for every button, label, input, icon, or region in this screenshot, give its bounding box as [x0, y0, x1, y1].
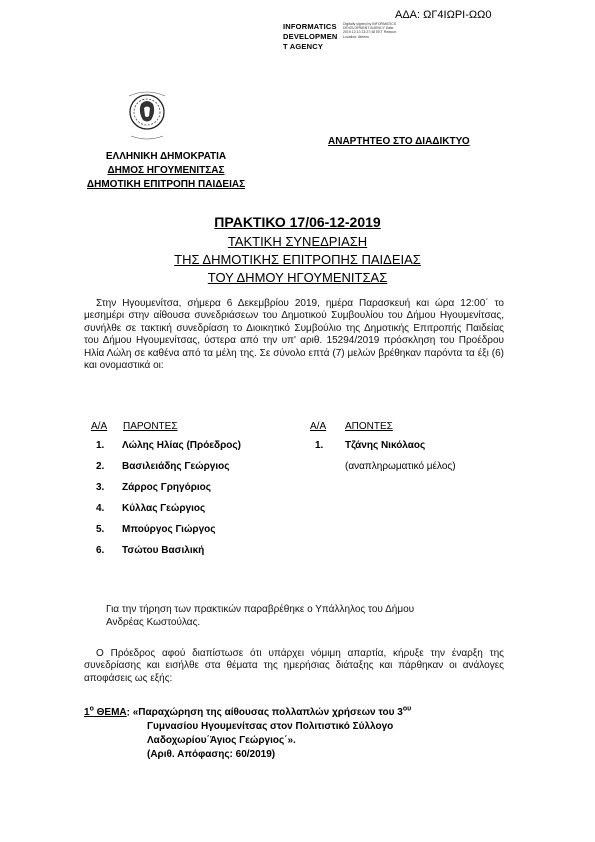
present-row [96, 503, 241, 517]
present-header: ΠΑΡΟΝΤΕΣ [123, 421, 178, 432]
present-row [96, 545, 241, 559]
posting-notice: ΑΝΑΡΤΗΤΕΟ ΣΤΟ ΔΙΑΔΙΚΤΥΟ [328, 136, 470, 147]
ida-logo-line3: T AGENCY [283, 42, 324, 51]
subtitle-line2: ΤΗΣ ΔΗΜΟΤΙΚΗΣ ΕΠΙΤΡΟΠΗΣ ΠΑΙΔΕΙΑΣ [174, 252, 421, 267]
absent-row-name: Τζάνης Νικόλαος [345, 440, 426, 451]
agenda-item-decision: (Αριθ. Απόφασης: 60/2019) [147, 749, 276, 761]
issuer-line2: ΔΗΜΟΣ ΗΓΟΥΜΕΝΙΤΣΑΣ [107, 165, 225, 176]
absent-row-number: 1. [315, 440, 324, 451]
present-row-number: 5. [96, 524, 105, 535]
present-row-name: Ζάρρος Γρηγόριος [122, 482, 211, 493]
agenda-item-line2: Γυμνασίου Ηγουμενίτσας στον Πολιτιστικό Σύλλογο [147, 721, 394, 733]
present-row-number: 2. [96, 461, 105, 472]
digital-signature-text: Digitally signed by INFORMATICS DEVELOPMENT AGENCY Date: 2019.12.13 13:27:48 EET Reason: Location: Athens [343, 22, 397, 39]
document-title: ΠΡΑΚΤΙΚΟ 17/06-12-2019 [214, 214, 381, 230]
present-row [96, 482, 241, 496]
present-row-number: 4. [96, 503, 105, 514]
present-row [96, 461, 241, 475]
ida-logo-line1: INFORMATICS [283, 22, 337, 31]
present-row-name: Λώλης Ηλίας (Πρόεδρος) [122, 440, 241, 451]
present-list [96, 440, 241, 566]
present-row-number: 3. [96, 482, 105, 493]
issuer-line3: ΔΗΜΟΤΙΚΗ ΕΠΙΤΡΟΠΗ ΠΑΙΔΕΙΑΣ [86, 179, 246, 190]
subtitle-line3: ΤΟΥ ΔΗΜΟΥ ΗΓΟΥΜΕΝΙΤΣΑΣ [207, 270, 388, 285]
present-row-name: Βασιλειάδης Γεώργιος [122, 461, 230, 472]
agenda-item: $1^o$ ΘΕΜΑ: «Παραχώρηση της αίθουσας πολλαπλών χρήσεων του $3^{o\upsilon}$ Γυμνασίου Ηγουμενίτσας στον Πολιτιστικό Σύλλογο Λαδοχωρίου΄Άγιος Γεώργιος΄». (Αριθ. Απόφασης: 60/2019) [84, 703, 504, 762]
ida-logo-line2: DEVELOPMEN [283, 32, 338, 41]
absent-header: ΑΠΟΝΤΕΣ [345, 421, 393, 432]
agenda-item-line3: Λαδοχωρίου΄Άγιος Γεώργιος΄». [147, 735, 296, 747]
present-row-number: 6. [96, 545, 105, 556]
present-aa-header: Α/Α [91, 421, 108, 432]
issuer-block [82, 150, 250, 192]
present-row-name: Τσώτου Βασιλική [122, 545, 205, 556]
present-row-name: Μπούργος Γιώργος [122, 524, 216, 535]
absent-aa-header: Α/Α [310, 421, 327, 432]
present-row-number: 1. [96, 440, 105, 451]
agenda-item-label: $1^o$ ΘΕΜΑ [84, 706, 127, 719]
issuer-line1: ΕΛΛΗΝΙΚΗ ΔΗΜΟΚΡΑΤΙΑ [105, 151, 227, 162]
greek-emblem-icon [123, 86, 171, 146]
quorum-paragraph: Ο Πρόεδρος αφού διαπίστωσε ότι υπάρχει νόμιμη απαρτία, κήρυξε την έναρξη της συνεδρίασης και εισήλθε στα θέματα της ημερήσιας διάταξης και πάρθηκαν οι ανάλογες αποφάσεις ως εξής: [84, 648, 504, 684]
present-row [96, 440, 241, 454]
absent-row-note: (αναπληρωματικό μέλος) [345, 461, 456, 472]
subtitle-line1: ΤΑΚΤΙΚΗ ΣΥΝΕΔΡΙΑΣΗ [227, 234, 368, 249]
clerk-line2: Ανδρέας Κωστούλας. [106, 617, 201, 628]
intro-paragraph: Στην Ηγουμενίτσα, σήμερα 6 Δεκεμβρίου 2019, ημέρα Παρασκευή και ώρα 12:00΄ το μεσημέρι στην αίθουσα συνεδριάσεων του Δημοτικού Συμβουλίου του Δήμου Ηγουμενίτσας, συνήλθε σε τακτική συνεδρίαση το Διοικητικό Συμβούλιο της Δημοτικής Επιτροπής Παιδείας του Δήμου Ηγουμενίτσας, ύστερα από την υπ' αριθ. 15294/2019 πρόσκληση του Προέδρου Ηλία Λώλη σε καθένα από τα μέλη της. Σε σύνολο επτά (7) μελών βρέθηκαν παρόντα τα έξι (6) και ονομαστικά οι: [84, 298, 504, 372]
ada-code: ΑΔΑ: ΩΓ4ΙΩΡΙ-ΩΩ0 [395, 9, 492, 21]
present-row [96, 524, 241, 538]
clerk-line1: Για την τήρηση των πρακτικών παραβρέθηκε ο Υπάλληλος του Δήμου [106, 604, 415, 615]
present-row-name: Κύλλας Γεώργιος [122, 503, 206, 514]
agenda-item-line1: «Παραχώρηση της αίθουσας πολλαπλών χρήσεων του $3^{o\upsilon}$ [132, 706, 412, 719]
absent-row [315, 440, 425, 451]
